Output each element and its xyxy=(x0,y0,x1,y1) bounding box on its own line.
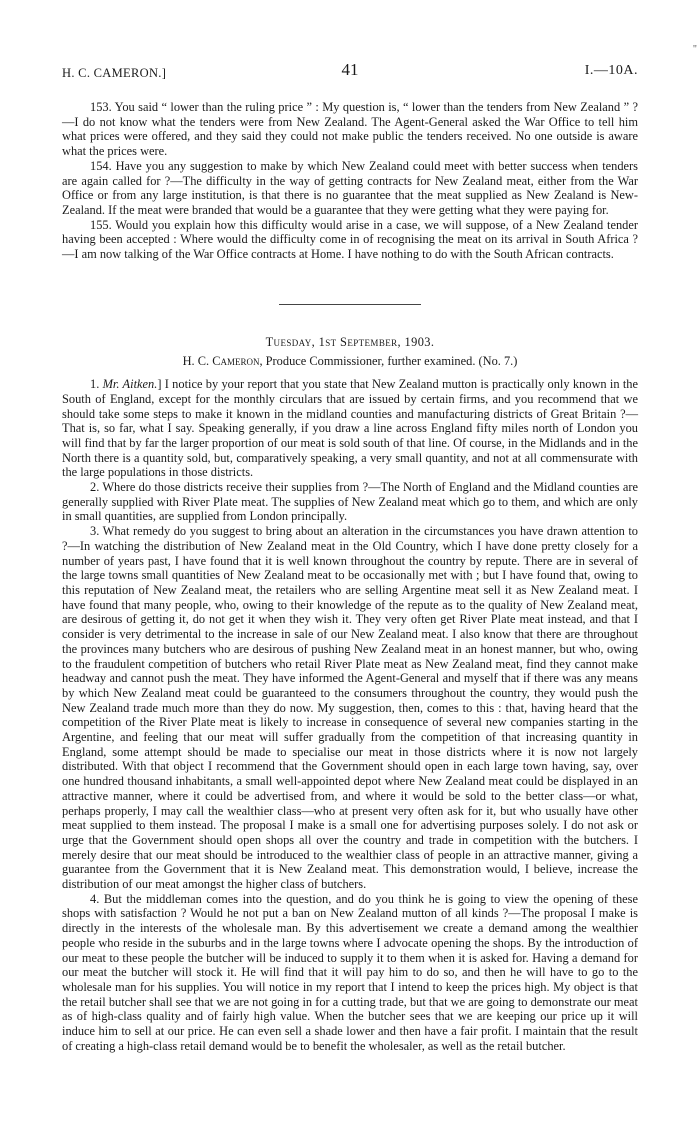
speaker-name: Mr. Aitken. xyxy=(102,377,158,392)
session-date: Tuesday, 1st September, 1903. xyxy=(265,334,435,349)
page-number: 41 xyxy=(341,60,359,79)
paragraph-2: 2. Where do those districts receive their supplies from ?—The North of England and the Midland counties are generally supplied with River Plate meat. The supplies of New Zealand meat which go to them, and which are only in small quantities, are supplied from London principally. xyxy=(62,480,638,524)
paragraph-3: 3. What remedy do you suggest to bring about an alteration in the circumstances you have drawn attention to ?—In watching the distribution of New Zealand meat in the Old Country, which I have done pretty closely for a number of years past, I have found that it is well known throughout the country by repute. There are in several of the large towns small quantities of New Zealand meat to be occasionally met with ; but I have found that, owing to this reputation of New Zealand meat, the retailers who are selling Argentine meat sell it as New Zealand meat. I have found that many people, who, owing to their knowledge of the repute as to the quality of New Zealand meat, are desirous of getting it, do not get it when they wish it. They very often get River Plate meat instead, and that I consider is very detrimental to the increase in sale of our New Zealand meat. I also know that there are throughout the provinces many butchers who are desirous of pushing New Zealand meat in an honest manner, but who, owing to the fraudulent competition of butchers who retail River Plate meat as New Zealand meat, find they cannot make headway and cannot push the meat. They have informed the Agent-General and myself that if there was any means by which New Zealand meat could be guaranteed to the consumers throughout the country, they would push the New Zealand trade much more than they do now. My suggestion, then, comes to this : that, having heard that the competition of the River Plate meat is likely to increase in consequence of several new companies starting in the Argentine, and feeling that our meat will suffer gradually from the competition of that increasing quantity in England, some attempt should be made to specialise our meat in those districts where it is now not largely distributed. With that object I recommend that the Government should open in each large town having, say, over one hundred thousand inhabitants, a small well-appointed depot where New Zealand meat could be displayed in an attractive manner, where it could be advertised from, and where it would be sold to the better class—or what, perhaps properly, I may call the wealthier class—who at present very often ask for it, but who usually have other meat supplied to them instead. The proposal I make is a small one for advertising purposes solely. I do not ask or urge that the Government should open shops all over the country and trade in competition with the butchers. I merely desire that our meat should be introduced to the wealthier class of people in an attractive manner, giving a guarantee from the Government that it is New Zealand meat. This demonstration would, I believe, increase the distribution of our meat amongst the higher class of butchers. xyxy=(62,524,638,892)
header-witness: H. C. CAMERON.] xyxy=(62,66,167,80)
edge-mark: " xyxy=(692,44,697,55)
witness-detail: , Produce Commissioner, further examined. (No. 7.) xyxy=(259,354,518,369)
section-divider xyxy=(279,304,421,305)
witness-name: H. C. Cameron xyxy=(182,354,260,369)
paragraph-154: 154. Have you any suggestion to make by which New Zealand could meet with better success when tenders are again called for ?—The difficulty in the way of getting contracts for New Zealand meat, either from the War Office or from any large institution, is that there is no guarantee that the meat supplied as New Zealand is New-Zealand. If the meat were branded that would be a guarantee that they were getting what they were paying for. xyxy=(62,158,638,217)
page-header xyxy=(62,60,638,82)
witness-heading xyxy=(62,354,638,369)
paragraph-1 xyxy=(62,377,638,480)
paragraph-1-text: ] I notice by your report that you state that New Zealand mutton is practically only known in the South of England, except for the monthly circulars that are issued by certain firms, and you recommend that we should take some steps to make it known in the midland counties and manufacturing districts of Great Britain ?—That is, so far, what I say. Speaking generally, if you draw a line across England fifty miles north of London you will find that by far the larger proportion of our meat is sold south of that line. Of course, in the Midlands and in the North there is a quantity sold, but, comparatively speaking, a very small quantity, and not at all commensurate with the large populations in those districts. xyxy=(62,377,638,480)
paragraph-153: 153. You said “ lower than the ruling price ” : My question is, “ lower than the tenders from New Zealand ” ?—I do not know what the tenders were from New Zealand. The Agent-General asked the War Office to tell him what prices were offered, and they said they could not make public the tenders received. No one outside is aware what the prices were. xyxy=(62,100,638,159)
paragraph-155: 155. Would you explain how this difficulty would arise in a case, we will suppose, of a New Zealand tender having been accepted : Where would the difficulty come in of recognising the meat on its arrival in South Africa ?—I am now talking of the War Office contracts at Home. I have nothing to do with the South African contracts. xyxy=(62,217,638,262)
page-body xyxy=(62,100,638,1053)
paper-reference: I.—10A. xyxy=(584,63,638,78)
paragraph-4: 4. But the middleman comes into the question, and do you think he is going to view the opening of these shops with satisfaction ? Would he not put a ban on New Zealand mutton of all kinds ?—The proposal I make is directly in the interests of the wholesale man. By this advertisement we create a demand among the wealthier people who reside in the suburbs and in the large towns where I advocate opening the shops. By the introduction of our meat to these people the butcher will be induced to supply it to them when it is asked for. Having a demand for our meat the butcher will stock it. He will find that it will pay him to do so, and then he will have to go to the wholesale man for his supplies. You will notice in my report that I intend to keep the prices high. My object is that the retail butcher shall see that we are not going in for a cutting trade, but that we are going to demonstrate our meat as of high-class quality and of fairly high value. When the butcher sees that we are keeping our price up it will induce him to sell at our price. He can even sell a shade lower and then have a fair profit. I maintain that the result of creating a high-class retail demand would be to benefit the wholesaler, as well as the retail butcher. xyxy=(62,891,638,1053)
paragraph-1-number: 1. xyxy=(90,377,103,392)
